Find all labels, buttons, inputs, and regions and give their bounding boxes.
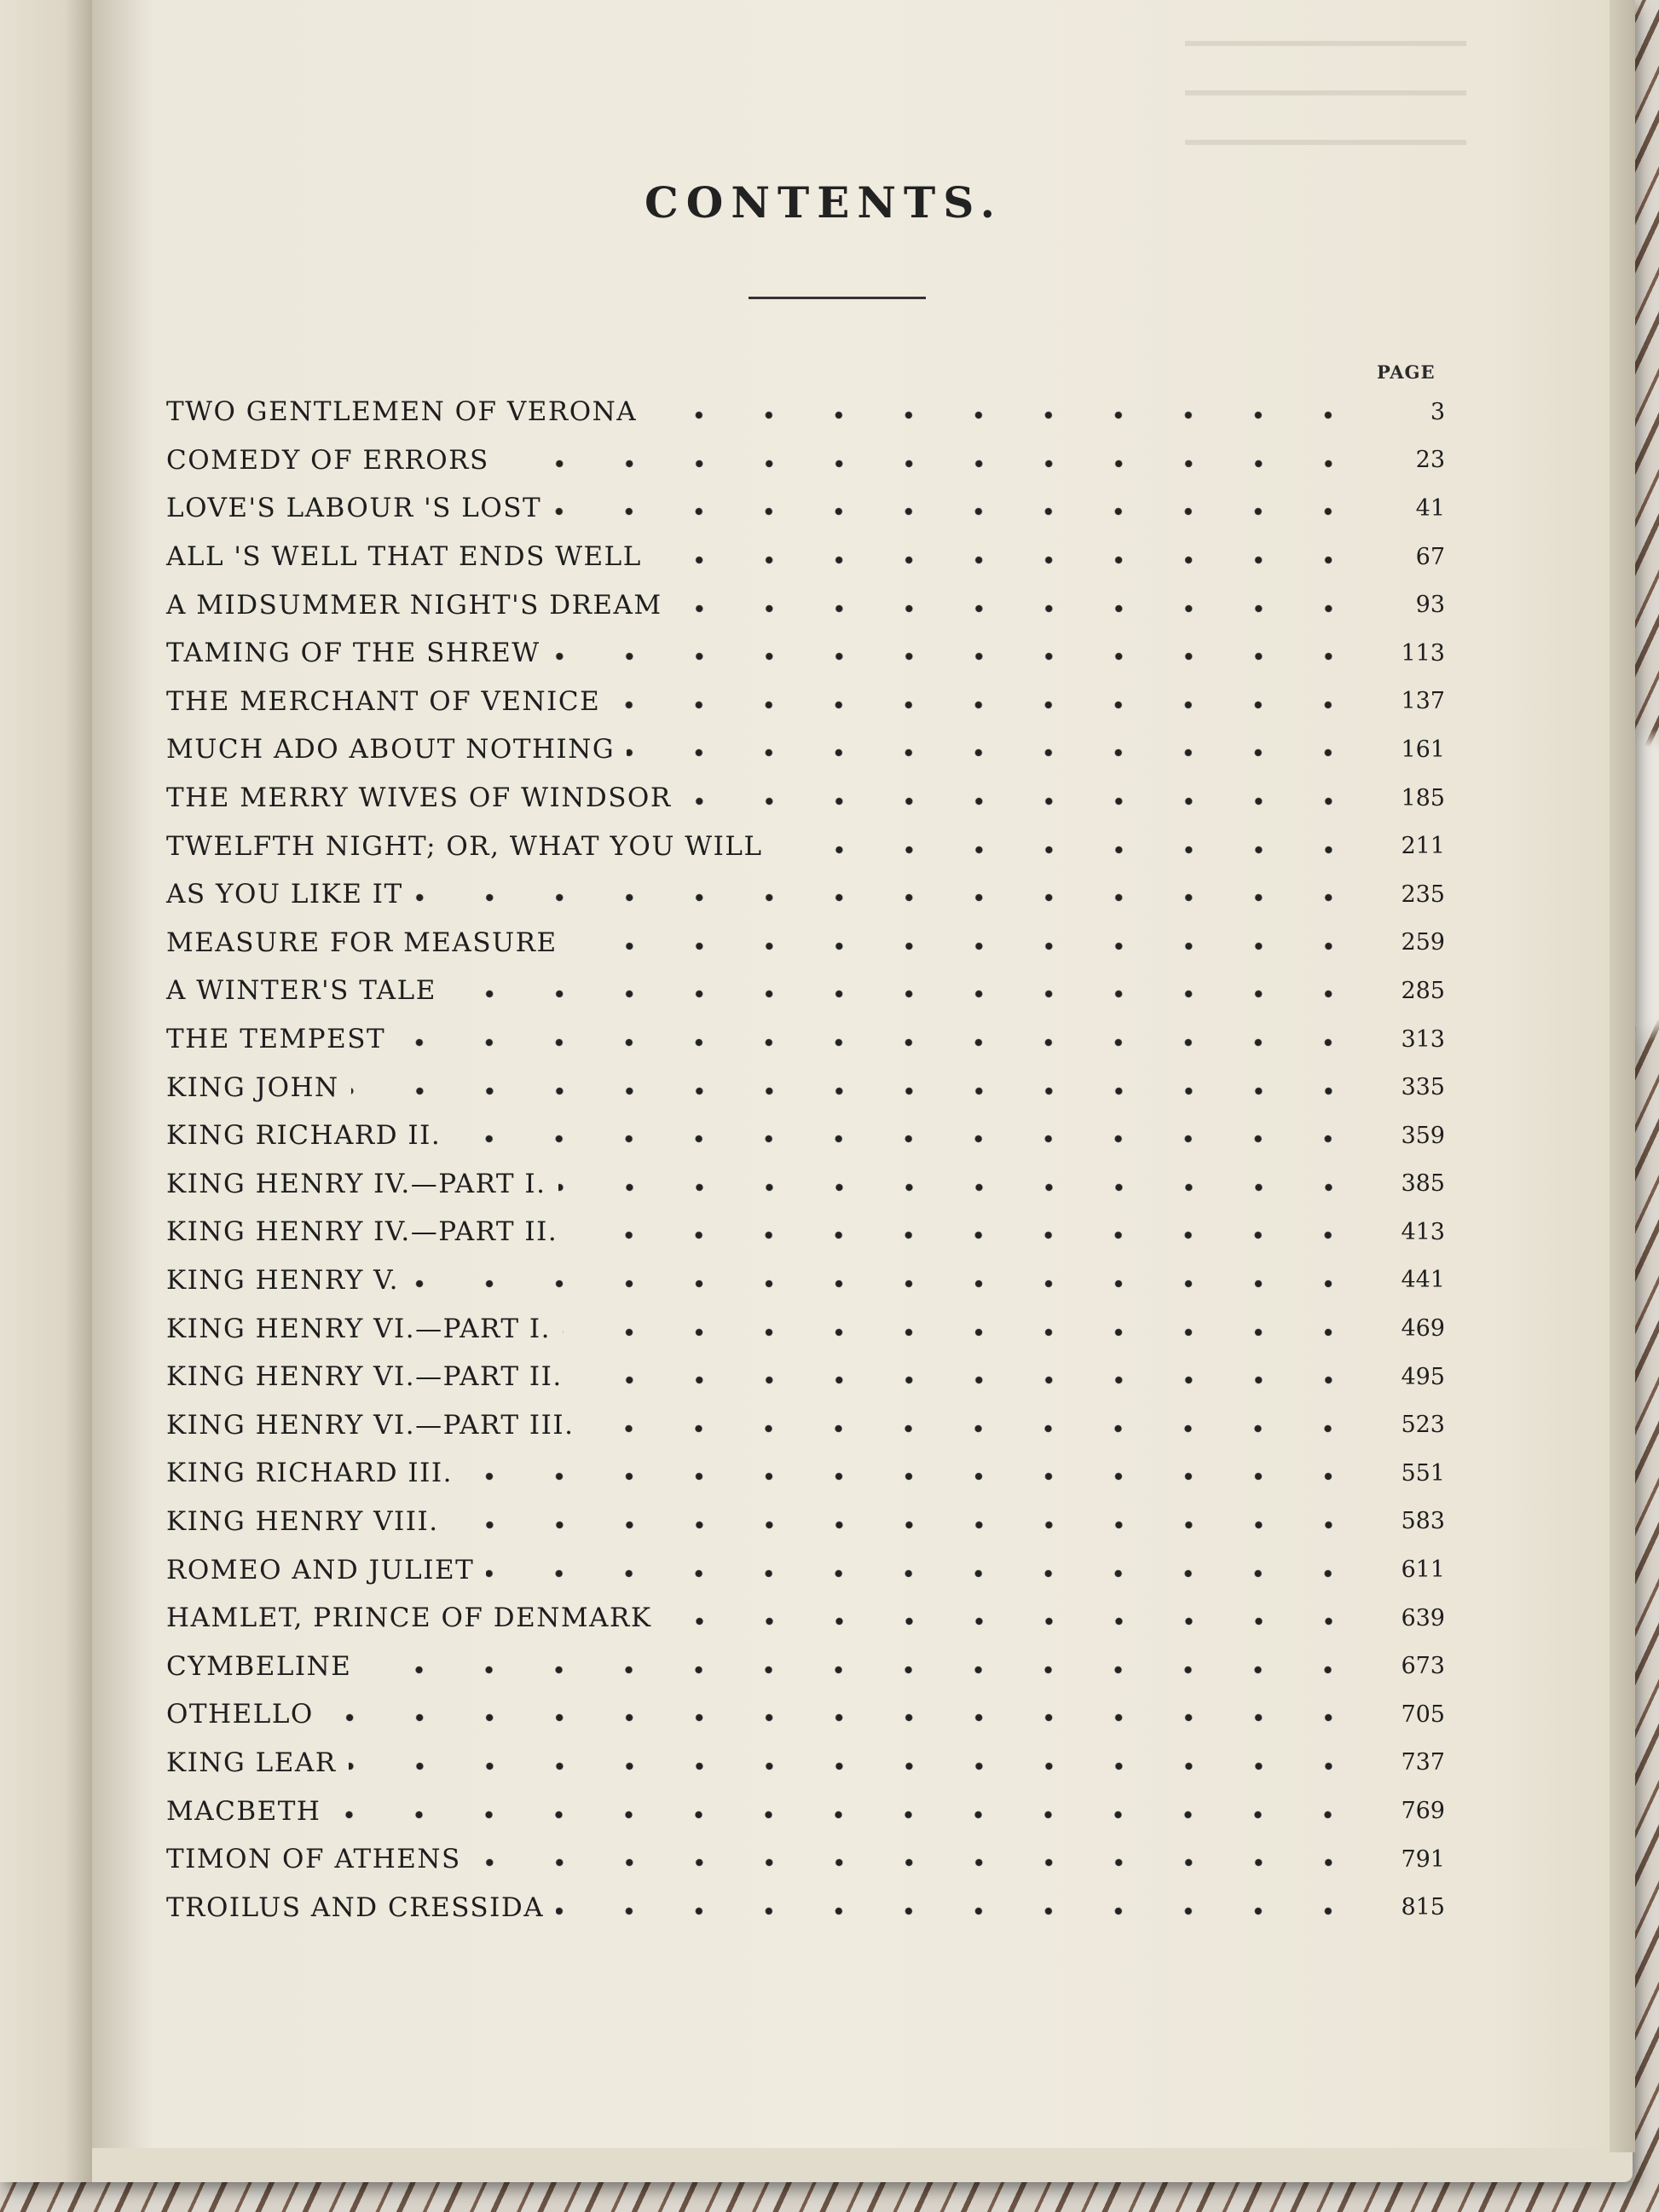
play-title: ROMEO AND JULIET — [166, 1554, 475, 1585]
page-number: 611 — [1401, 1556, 1445, 1584]
page-number: 41 — [1415, 494, 1445, 522]
contents-entry — [166, 533, 1445, 581]
dot-leader — [556, 1907, 1363, 1915]
play-title: THE MERRY WIVES OF WINDSOR — [166, 783, 672, 814]
dot-leader — [465, 1472, 1363, 1481]
play-title: OTHELLO — [166, 1699, 314, 1730]
contents-entry — [166, 388, 1445, 436]
page-number: 211 — [1401, 833, 1445, 860]
contents-entry — [166, 1642, 1445, 1690]
page-number: 551 — [1401, 1459, 1445, 1487]
contents-entry — [166, 822, 1445, 870]
contents-entry — [166, 678, 1445, 726]
page-number: 113 — [1401, 639, 1445, 667]
contents-entry — [166, 629, 1445, 678]
contents-entry — [166, 1112, 1445, 1160]
play-title: COMEDY OF ERRORS — [166, 444, 489, 476]
play-title: TROILUS AND CRESSIDA — [166, 1891, 545, 1923]
dot-leader — [627, 748, 1363, 757]
play-title: HAMLET, PRINCE OF DENMARK — [166, 1603, 652, 1634]
page-number: 673 — [1401, 1653, 1445, 1680]
play-title: TIMON OF ATHENS — [166, 1844, 461, 1875]
contents-entry — [166, 870, 1445, 919]
play-title: CYMBELINE — [166, 1650, 352, 1682]
play-title: KING JOHN — [166, 1071, 339, 1103]
play-title: KING RICHARD III. — [166, 1458, 454, 1489]
page-number: 705 — [1401, 1701, 1445, 1728]
play-title: AS YOU LIKE IT — [166, 879, 403, 910]
dot-leader — [569, 1231, 1363, 1239]
play-title: LOVE'S LABOUR 'S LOST — [166, 493, 542, 524]
dot-leader — [649, 411, 1363, 419]
play-title: KING HENRY IV.—PART I. — [166, 1168, 546, 1199]
dot-leader — [552, 652, 1363, 661]
page-number: 385 — [1401, 1170, 1445, 1198]
page-number: 235 — [1401, 881, 1445, 908]
contents-entry — [166, 1256, 1445, 1305]
contents-entry — [166, 919, 1445, 967]
page-number: 815 — [1401, 1894, 1445, 1921]
page-number: 359 — [1401, 1122, 1445, 1149]
contents-entry — [166, 1401, 1445, 1449]
contents-entry — [166, 1690, 1445, 1739]
page-number: 67 — [1415, 543, 1445, 570]
page-number: 523 — [1401, 1412, 1445, 1439]
contents-entry — [166, 1015, 1445, 1064]
play-title: MACBETH — [166, 1795, 321, 1827]
contents-entry — [166, 1739, 1445, 1788]
page-number: 185 — [1401, 784, 1445, 811]
dot-leader — [451, 1521, 1363, 1529]
contents-entry — [166, 774, 1445, 823]
contents-entry — [166, 1594, 1445, 1643]
play-title: KING HENRY VI.—PART I. — [166, 1313, 551, 1344]
play-title: THE TEMPEST — [166, 1024, 386, 1055]
contents-entry — [166, 436, 1445, 485]
contents-entry — [166, 1883, 1445, 1932]
page-column-label: PAGE — [1377, 361, 1436, 383]
play-title: A WINTER'S TALE — [166, 975, 436, 1007]
contents-entry — [166, 1160, 1445, 1209]
play-title: KING LEAR — [166, 1747, 337, 1778]
dot-leader — [674, 604, 1363, 613]
play-title: MUCH ADO ABOUT NOTHING — [166, 734, 616, 765]
play-title: KING HENRY IV.—PART II. — [166, 1216, 558, 1248]
play-title: KING HENRY VI.—PART II. — [166, 1361, 563, 1393]
play-title: TWO GENTLEMEN OF VERONA — [166, 396, 638, 428]
page-number: 791 — [1401, 1845, 1445, 1873]
dot-leader — [486, 1569, 1363, 1578]
left-page-edge — [0, 0, 92, 2182]
dot-leader — [349, 1762, 1363, 1770]
play-title: TWELFTH NIGHT; OR, WHAT YOU WILL — [166, 830, 763, 862]
contents-entry — [166, 580, 1445, 629]
contents-entry — [166, 1498, 1445, 1546]
page-number: 161 — [1401, 736, 1445, 763]
dot-leader — [363, 1666, 1363, 1674]
contents-entry — [166, 1835, 1445, 1884]
dot-leader — [553, 507, 1363, 516]
page-number: 639 — [1401, 1604, 1445, 1632]
page-number: 23 — [1415, 447, 1445, 474]
dot-leader — [563, 1328, 1363, 1337]
page-number: 335 — [1401, 1074, 1445, 1101]
play-title: MEASURE FOR MEASURE — [166, 927, 558, 958]
dot-leader — [575, 1376, 1363, 1384]
dot-leader — [411, 1279, 1363, 1288]
page-number: 137 — [1401, 688, 1445, 715]
contents-entry — [166, 1208, 1445, 1256]
dot-leader — [586, 1424, 1363, 1433]
dot-leader — [326, 1713, 1363, 1722]
page-title: CONTENTS. — [644, 177, 1003, 228]
play-title: THE MERCHANT OF VENICE — [166, 685, 601, 717]
play-title: KING HENRY VIII. — [166, 1505, 439, 1537]
page-number: 769 — [1401, 1798, 1445, 1825]
play-title: TAMING OF THE SHREW — [166, 638, 540, 669]
page-number: 313 — [1401, 1025, 1445, 1053]
page-number: 413 — [1401, 1218, 1445, 1245]
page-number: 441 — [1401, 1267, 1445, 1294]
dot-leader — [775, 846, 1363, 854]
page-number: 3 — [1430, 398, 1445, 425]
contents-entry — [166, 1304, 1445, 1353]
play-title: ALL 'S WELL THAT ENDS WELL — [166, 541, 642, 573]
contents-entry — [166, 967, 1445, 1015]
contents-entry — [166, 1545, 1445, 1594]
play-title: A MIDSUMMER NIGHT'S DREAM — [166, 589, 662, 621]
contents-entry — [166, 484, 1445, 533]
dot-leader — [684, 797, 1363, 806]
dot-leader — [473, 1858, 1363, 1867]
contents-entry — [166, 1063, 1445, 1112]
play-title: KING RICHARD II. — [166, 1120, 442, 1152]
dot-leader — [351, 1087, 1363, 1095]
contents-entry — [166, 725, 1445, 774]
dot-leader — [332, 1811, 1363, 1819]
dot-leader — [612, 701, 1363, 709]
dot-leader — [415, 893, 1363, 902]
page-number: 93 — [1415, 592, 1445, 619]
dot-leader — [453, 1135, 1363, 1143]
page-number: 583 — [1401, 1508, 1445, 1535]
page-number: 495 — [1401, 1363, 1445, 1390]
contents-entry — [166, 1353, 1445, 1401]
page-number: 259 — [1401, 929, 1445, 956]
contents-entry — [166, 1787, 1445, 1835]
page-number: 469 — [1401, 1315, 1445, 1343]
contents-list — [166, 388, 1445, 1932]
dot-leader — [501, 459, 1363, 468]
dot-leader — [397, 1038, 1363, 1047]
dot-leader — [654, 556, 1363, 564]
title-rule — [749, 297, 926, 299]
contents-entry — [166, 1449, 1445, 1498]
page-number: 737 — [1401, 1749, 1445, 1776]
page-stack-edge — [1610, 0, 1635, 2152]
dot-leader — [664, 1617, 1364, 1626]
page-number: 285 — [1401, 977, 1445, 1004]
dot-leader — [448, 990, 1363, 998]
play-title: KING HENRY V. — [166, 1264, 399, 1296]
play-title: KING HENRY VI.—PART III. — [166, 1409, 575, 1441]
dot-leader — [569, 942, 1363, 950]
show-through-text — [1185, 17, 1466, 179]
dot-leader — [558, 1183, 1363, 1192]
